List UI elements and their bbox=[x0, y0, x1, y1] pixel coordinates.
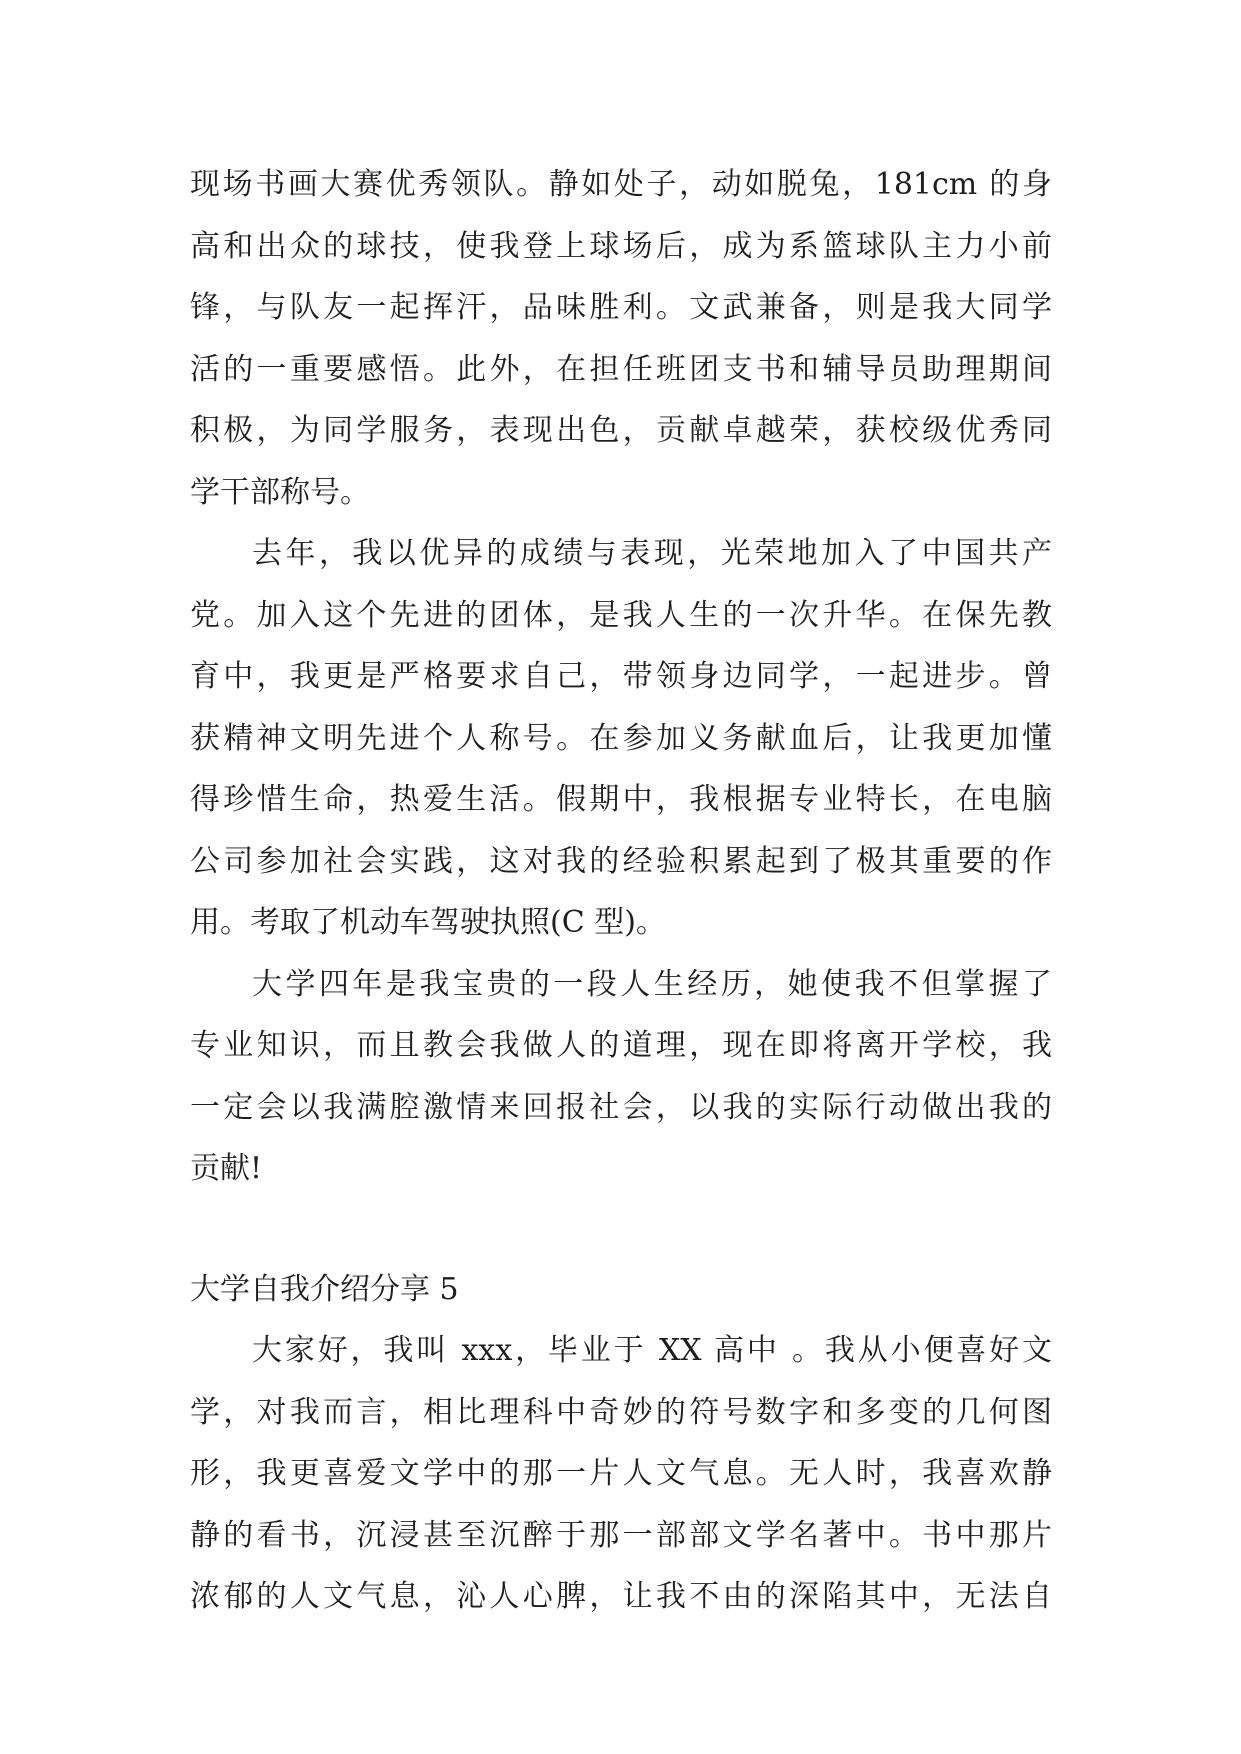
text-line: 大学四年是我宝贵的一段人生经历，她使我不但掌握了 bbox=[252, 966, 1052, 1002]
text-line: 用。考取了机动车驾驶执照(C 型)。 bbox=[190, 905, 666, 940]
paragraph-2 bbox=[190, 523, 1052, 954]
text-line: 贡献! bbox=[190, 1151, 263, 1186]
text-line: 去年，我以优异的成绩与表现，光荣地加入了中国共产 bbox=[252, 536, 1052, 571]
text-line: 公司参加社会实践，这对我的经验积累起到了极其重要的作 bbox=[190, 843, 1052, 879]
text-line: 静的看书，沉浸甚至沉醉于那一部部文学名著中。书中那片 bbox=[190, 1517, 1052, 1553]
section-gap bbox=[190, 1200, 1052, 1259]
text-line: 育中，我更是严格要求自己，带领身边同学，一起进步。曾 bbox=[190, 659, 1052, 694]
text-line: 高和出众的球技，使我登上球场后，成为系篮球队主力小前 bbox=[190, 228, 1052, 264]
text-line: 大家好，我叫 xxx，毕业于 XX 高中 。我从小便喜好文 bbox=[252, 1333, 1052, 1368]
section-heading: 大学自我介绍分享 5 bbox=[190, 1271, 459, 1307]
paragraph-1 bbox=[190, 154, 1052, 523]
text-line: 锋，与队友一起挥汗，品味胜利。文武兼备，则是我大同学 bbox=[190, 290, 1052, 325]
text-line: 形，我更喜爱文学中的那一片人文气息。无人时，我喜欢静 bbox=[190, 1456, 1052, 1491]
text-line: 浓郁的人文气息，沁人心脾，让我不由的深陷其中，无法自 bbox=[190, 1579, 1052, 1614]
text-line: 专业知识，而且教会我做人的道理，现在即将离开学校，我 bbox=[190, 1028, 1052, 1063]
text-line: 活的一重要感悟。此外，在担任班团支书和辅导员助理期间 bbox=[190, 351, 1052, 387]
paragraph-3 bbox=[190, 954, 1052, 1200]
text-line: 学，对我而言，相比理科中奇妙的符号数字和多变的几何图 bbox=[190, 1394, 1052, 1430]
text-line: 党。加入这个先进的团体，是我人生的一次升华。在保先教 bbox=[190, 597, 1052, 633]
document-page bbox=[190, 154, 1052, 1628]
text-line: 学干部称号。 bbox=[190, 474, 370, 510]
text-line: 积极，为同学服务，表现出色，贡献卓越荣，获校级优秀同 bbox=[190, 413, 1052, 448]
paragraph-4 bbox=[190, 1320, 1052, 1628]
text-line: 获精神文明先进个人称号。在参加义务献血后，让我更加懂 bbox=[190, 720, 1052, 756]
text-line: 现场书画大赛优秀领队。静如处子，动如脱兔，181cm 的身 bbox=[190, 167, 1052, 202]
text-line: 一定会以我满腔激情来回报社会，以我的实际行动做出我的 bbox=[190, 1089, 1052, 1125]
text-line: 得珍惜生命，热爱生活。假期中，我根据专业特长，在电脑 bbox=[190, 782, 1052, 817]
